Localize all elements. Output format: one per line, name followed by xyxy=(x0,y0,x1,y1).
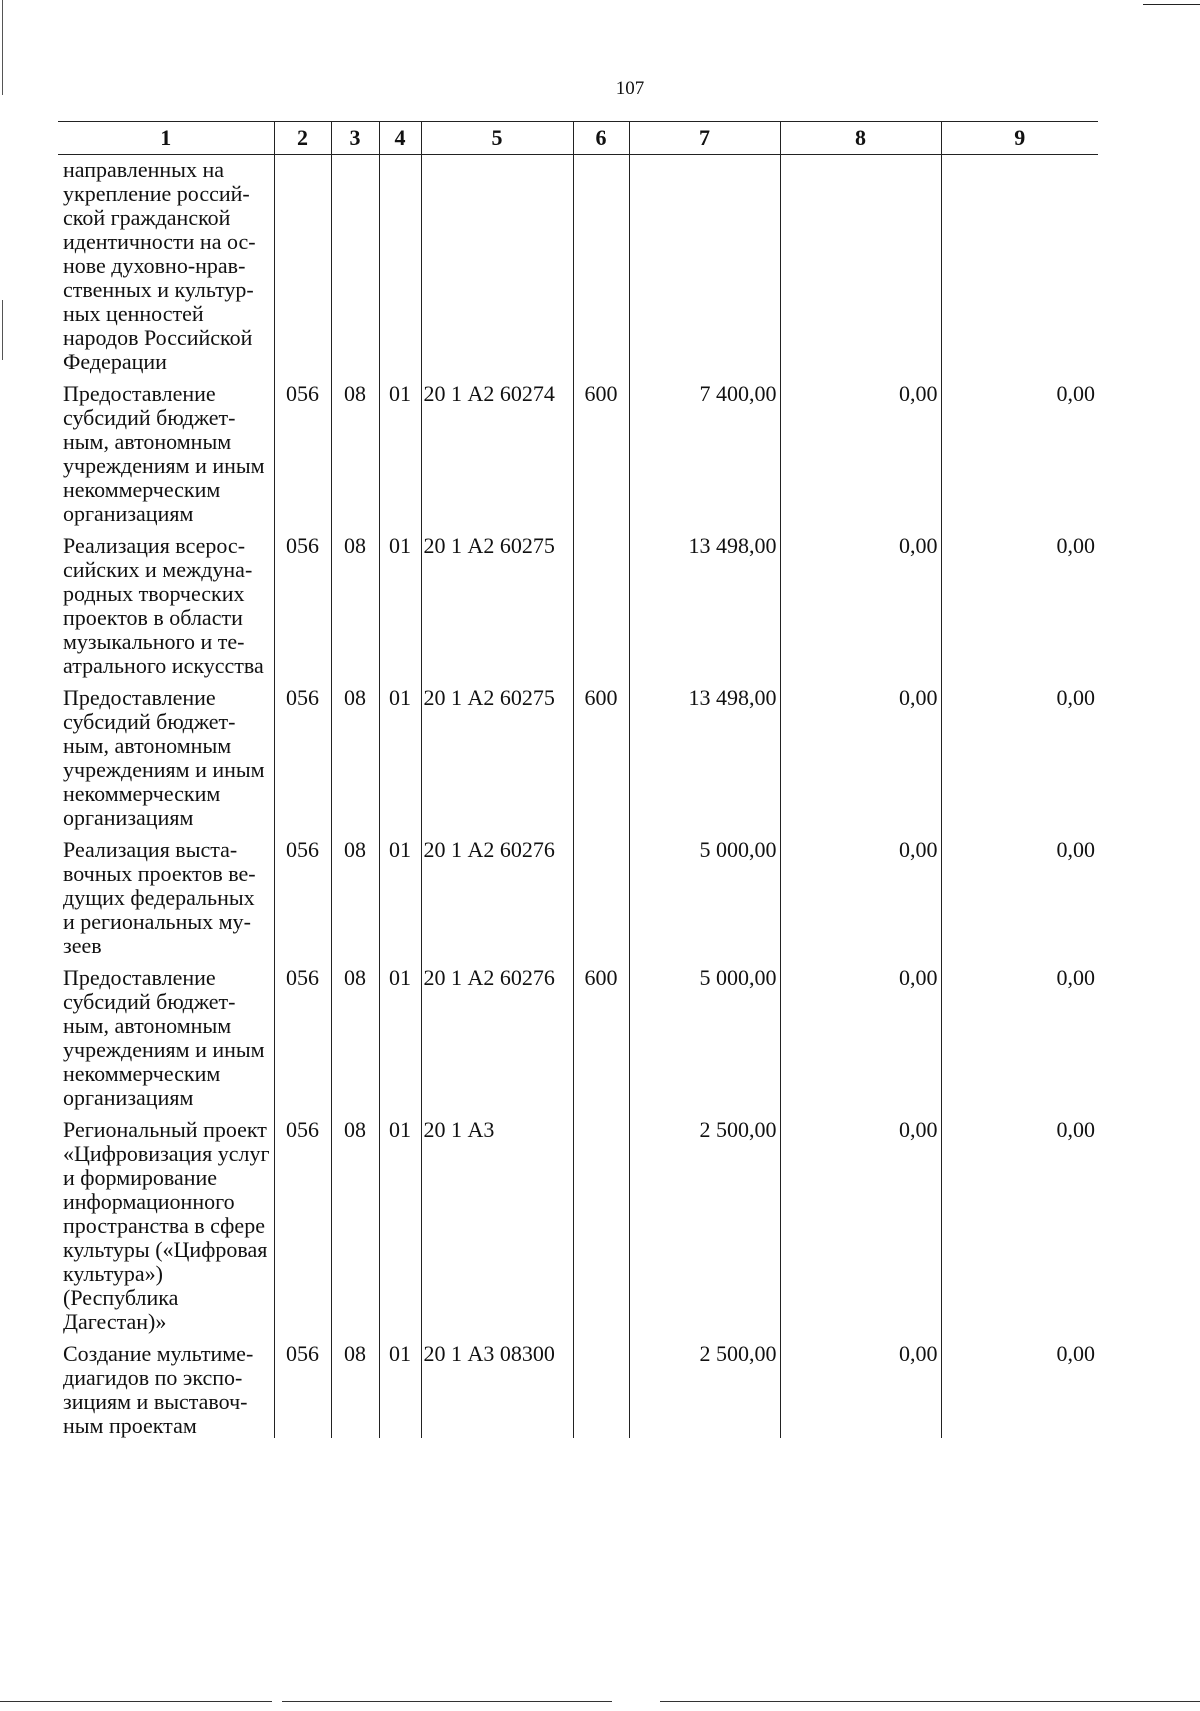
cell-pr xyxy=(379,155,421,375)
table-header-row xyxy=(58,122,1098,155)
cell-sum-3: 0,00 xyxy=(941,526,1098,678)
cell-csr: 20 1 А2 60275 xyxy=(421,526,573,678)
cell-grbs: 056 xyxy=(274,526,331,678)
cell-rz: 08 xyxy=(331,1334,379,1438)
cell-rz: 08 xyxy=(331,958,379,1110)
cell-grbs xyxy=(274,155,331,375)
cell-rz: 08 xyxy=(331,830,379,958)
row-name: Реализация всероссийских и международных творческих проектов в области музыкального и театрального искусства xyxy=(63,533,264,678)
cell-sum-3: 0,00 xyxy=(941,1334,1098,1438)
scan-edge-line xyxy=(1143,4,1200,5)
table-row xyxy=(58,958,1098,1110)
cell-sum-1: 5 000,00 xyxy=(629,830,780,958)
cell-sum-3: 0,00 xyxy=(941,678,1098,830)
row-name: Региональный проект «Цифровизация услуг и формирование информационного пространства в сфере культуры («Цифровая культура») (Республика Дагестан)» xyxy=(63,1117,270,1334)
row-name: Создание мультимедиагидов по экспозициям и выставочным проектам xyxy=(63,1341,254,1438)
cell-vr xyxy=(573,1334,629,1438)
cell-vr: 600 xyxy=(573,678,629,830)
cell-pr: 01 xyxy=(379,1110,421,1334)
cell-csr: 20 1 А2 60275 xyxy=(421,678,573,830)
column-header: 3 xyxy=(331,122,379,155)
cell-grbs: 056 xyxy=(274,1334,331,1438)
scan-edge-mark xyxy=(2,300,3,360)
cell-sum-2 xyxy=(780,155,941,375)
table-row xyxy=(58,155,1098,375)
cell-sum-2: 0,00 xyxy=(780,1334,941,1438)
cell-sum-3 xyxy=(941,155,1098,375)
column-header: 6 xyxy=(573,122,629,155)
row-name: Реализация выставочных проектов ведущих федеральных и региональных музеев xyxy=(63,837,256,958)
scan-bottom-line xyxy=(660,1701,1200,1702)
cell-vr: 600 xyxy=(573,958,629,1110)
cell-sum-3: 0,00 xyxy=(941,830,1098,958)
row-name: Предоставление субсидий бюджетным, автономным учреждениям и иным некоммерческим организациям xyxy=(63,381,265,526)
cell-rz: 08 xyxy=(331,678,379,830)
cell-grbs: 056 xyxy=(274,1110,331,1334)
cell-pr: 01 xyxy=(379,958,421,1110)
column-header: 2 xyxy=(274,122,331,155)
cell-pr: 01 xyxy=(379,830,421,958)
column-header: 1 xyxy=(58,122,274,155)
table-row xyxy=(58,678,1098,830)
column-header: 4 xyxy=(379,122,421,155)
cell-sum-2: 0,00 xyxy=(780,830,941,958)
cell-pr: 01 xyxy=(379,678,421,830)
cell-sum-1: 2 500,00 xyxy=(629,1110,780,1334)
cell-sum-3: 0,00 xyxy=(941,958,1098,1110)
cell-vr: 600 xyxy=(573,374,629,526)
cell-grbs: 056 xyxy=(274,374,331,526)
cell-csr: 20 1 А3 xyxy=(421,1110,573,1334)
cell-csr: 20 1 А2 60274 xyxy=(421,374,573,526)
column-header: 5 xyxy=(421,122,573,155)
cell-sum-3: 0,00 xyxy=(941,1110,1098,1334)
cell-vr xyxy=(573,526,629,678)
cell-csr xyxy=(421,155,573,375)
table-row xyxy=(58,1334,1098,1438)
cell-vr xyxy=(573,155,629,375)
cell-sum-1: 5 000,00 xyxy=(629,958,780,1110)
cell-vr xyxy=(573,830,629,958)
row-name: Предоставление субсидий бюджетным, автономным учреждениям и иным некоммерческим организациям xyxy=(63,965,265,1110)
cell-sum-2: 0,00 xyxy=(780,1110,941,1334)
cell-rz: 08 xyxy=(331,1110,379,1334)
scan-bottom-line xyxy=(282,1701,612,1702)
cell-sum-2: 0,00 xyxy=(780,958,941,1110)
cell-grbs: 056 xyxy=(274,678,331,830)
table-row xyxy=(58,830,1098,958)
column-header: 9 xyxy=(941,122,1098,155)
cell-sum-1: 13 498,00 xyxy=(629,526,780,678)
cell-pr: 01 xyxy=(379,1334,421,1438)
cell-sum-1: 7 400,00 xyxy=(629,374,780,526)
cell-csr: 20 1 А3 08300 xyxy=(421,1334,573,1438)
cell-sum-2: 0,00 xyxy=(780,526,941,678)
cell-pr: 01 xyxy=(379,374,421,526)
cell-rz: 08 xyxy=(331,526,379,678)
table-row xyxy=(58,526,1098,678)
cell-sum-2: 0,00 xyxy=(780,678,941,830)
cell-sum-1: 13 498,00 xyxy=(629,678,780,830)
cell-rz: 08 xyxy=(331,374,379,526)
cell-csr: 20 1 А2 60276 xyxy=(421,830,573,958)
table-row xyxy=(58,374,1098,526)
cell-rz xyxy=(331,155,379,375)
column-header: 8 xyxy=(780,122,941,155)
cell-sum-2: 0,00 xyxy=(780,374,941,526)
page-number: 107 xyxy=(615,78,645,99)
cell-vr xyxy=(573,1110,629,1334)
cell-csr: 20 1 А2 60276 xyxy=(421,958,573,1110)
row-name: Предоставление субсидий бюджетным, автономным учреждениям и иным некоммерческим организациям xyxy=(63,685,265,830)
table-row xyxy=(58,1110,1098,1334)
cell-sum-3: 0,00 xyxy=(941,374,1098,526)
scan-bottom-line xyxy=(0,1701,272,1702)
cell-sum-1 xyxy=(629,155,780,375)
row-name: направленных на укрепление российской гражданской идентичности на основе духовно-нравственных и культурных ценностей народов Российской Федерации xyxy=(63,157,256,374)
cell-grbs: 056 xyxy=(274,830,331,958)
cell-grbs: 056 xyxy=(274,958,331,1110)
budget-table xyxy=(58,121,1098,1438)
cell-pr: 01 xyxy=(379,526,421,678)
cell-sum-1: 2 500,00 xyxy=(629,1334,780,1438)
column-header: 7 xyxy=(629,122,780,155)
